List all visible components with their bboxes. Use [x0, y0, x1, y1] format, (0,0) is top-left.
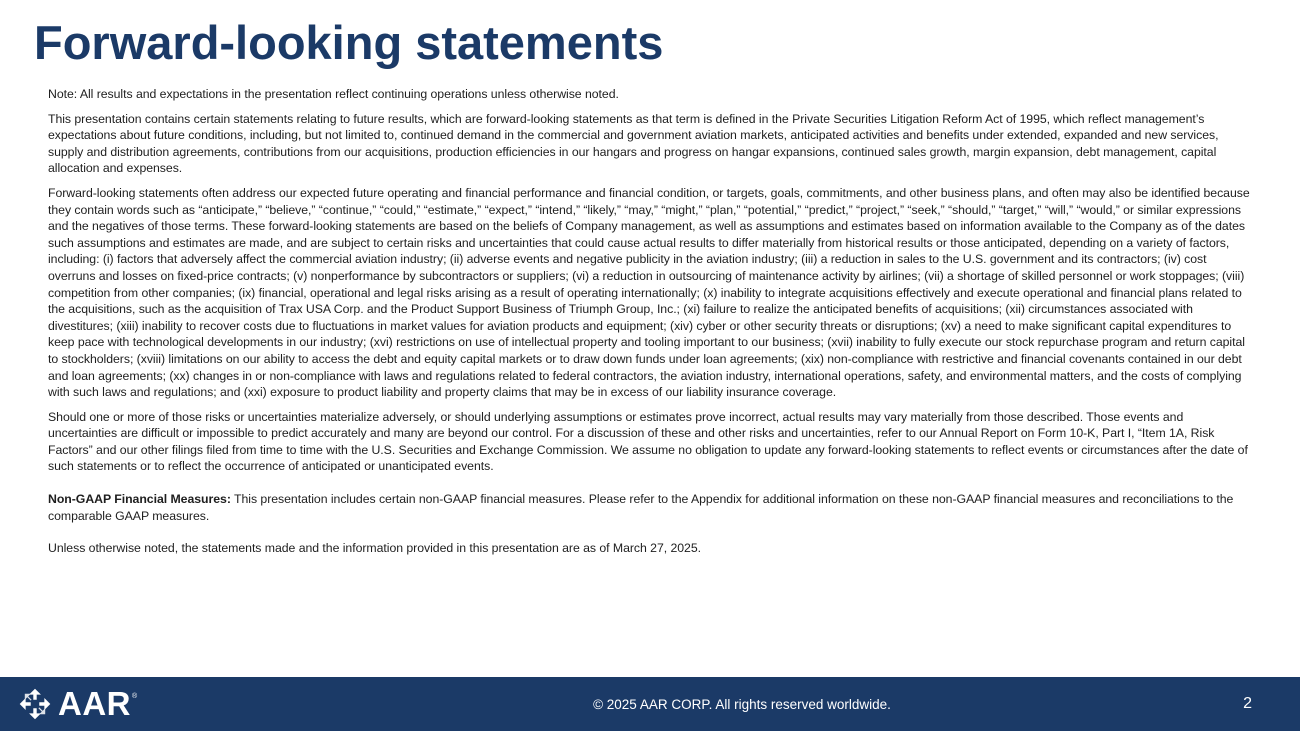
- page-title: Forward-looking statements: [34, 16, 664, 69]
- disclaimer-body: [48, 86, 1252, 565]
- registered-mark: ®: [132, 693, 138, 700]
- forward-looking-paragraph: This presentation contains certain statements relating to future results, which are forward-looking statements as that term is defined in the Private Securities Litigation Reform Act of 1995, which reflect management’s expectations about future conditions, including, but not limited to, continued demand in the commercial and government aviation markets, anticipated activities and benefits under extended, expanded and new services, supply and distribution agreements, contributions from our acquisitions, production efficiencies in our hangars and progress on hangar expansions, continued sales growth, margin expansion, debt management, capital allocation and expenses.: [48, 111, 1219, 176]
- logo-wordmark: AAR: [58, 685, 131, 722]
- note-paragraph: Note: All results and expectations in the presentation reflect continuing operations unless otherwise noted.: [48, 87, 619, 101]
- non-gaap-label: Non-GAAP Financial Measures:: [48, 492, 231, 507]
- page-number: 2: [1243, 695, 1252, 712]
- copyright-notice-wrapper: [0, 697, 1300, 713]
- risk-factors-paragraph: Forward-looking statements often address our expected future operating and financial performance and financial condition, or targets, goals, commitments, and other business plans, and often may also be identified because they contain words such as “anticipate,” “believe,” “continue,” “could,” “estimate,” “expect,” “intend,” “likely,” “may,” “might,” “plan,” “potential,” “predict,” “project,” “seek,” “should,” “target,” “will,” “would,” or similar expressions and the negatives of those terms. These forward-looking statements are based on the beliefs of Company management, as well as assumptions and estimates based on information available to the Company as of the dates such assumptions and estimates are made, and are subject to certain risks and uncertainties that could cause actual results to differ materially from historical results or those anticipated, depending on a variety of factors, including: (i) factors that adversely affect the commercial aviation industry; (ii) adverse events and negative publicity in the aviation industry; (iii) a reduction in sales to the U.S. government and its contractors; (iv) cost overruns and losses on fixed-price contracts; (v) nonperformance by subcontractors or suppliers; (vi) a reduction in outsourcing of maintenance activity by airlines; (vii) a shortage of skilled personnel or work stoppages; (viii) competition from other companies; (ix) financial, operational and legal risks arising as a result of operating internationally; (x) inability to integrate acquisitions effectively and execute operational and financial plans related to the acquisitions, such as the acquisition of Trax USA Corp. and the Product Support Business of Triumph Group, Inc.; (xi) failure to realize the anticipated benefits of acquisitions; (xii) circumstances associated with divestitures; (xiii) inability to recover costs due to fluctuations in market values for aviation products and equipment; (xiv) cyber or other security threats or disruptions; (xv) a need to make significant capital expenditures to keep pace with technological developments in our industry; (xvi) restrictions on use of intellectual property and tooling important to our business; (xvii) inability to fully execute our stock repurchase program and return capital to stockholders; (xviii) limitations on our ability to access the debt and equity capital markets or to draw down funds under loan agreements; (xix) non-compliance with restrictive and financial covenants contained in our debt and loan agreements; (xx) changes in or non-compliance with laws and regulations related to federal contractors, the aviation industry, international operations, safety, and environmental matters, and the costs of complying with such laws and regulations; and (xxi) exposure to product liability and property claims that may be in excess of our liability insurance coverage.: [48, 185, 1250, 400]
- aar-logo-mark-icon: [18, 687, 52, 721]
- copyright-notice: © 2025 AAR CORP. All rights reserved worldwide.: [593, 697, 891, 712]
- company-logo: [18, 687, 137, 721]
- non-gaap-text: This presentation includes certain non-GAAP financial measures. Please refer to the Appendix for additional information on these non-GAAP financial measures and reconciliations to the comparable GAAP measures.: [48, 492, 1234, 523]
- footer-bar: [0, 677, 1300, 731]
- as-of-date-paragraph: Unless otherwise noted, the statements made and the information provided in this presentation are as of March 27, 2025.: [48, 541, 701, 556]
- uncertainties-paragraph: Should one or more of those risks or uncertainties materialize adversely, or should underlying assumptions or estimates prove incorrect, actual results may vary materially from those described. Those events and uncertainties are difficult or impossible to predict accurately and many are beyond our control. For a discussion of these and other risks and uncertainties, refer to our Annual Report on Form 10-K, Part I, “Item 1A, Risk Factors” and our other filings filed from time to time with the U.S. Securities and Exchange Commission. We assume no obligation to update any forward-looking statements to reflect events or circumstances after the date of such statements or to reflect the occurrence of anticipated or unanticipated events.: [48, 409, 1248, 474]
- non-gaap-paragraph: [48, 491, 1252, 524]
